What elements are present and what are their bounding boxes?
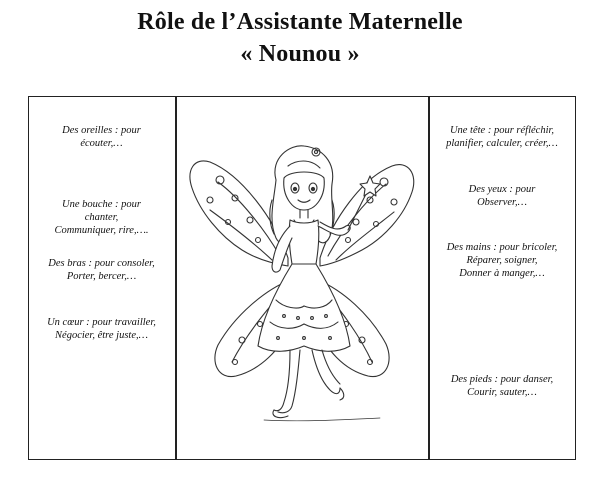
fairy-illustration-icon xyxy=(180,140,425,425)
note-arms-line2: Porter, bercer,… xyxy=(66,271,137,282)
note-mouth-line1: Une bouche : pour xyxy=(61,199,142,210)
note-heart-line2: Négocier, être juste,… xyxy=(55,330,148,341)
note-mouth-line3: Communiquer, rire,…. xyxy=(54,225,149,236)
note-hands-line3: Donner à manger,… xyxy=(459,268,545,279)
note-mouth-line2: chanter, xyxy=(84,212,119,223)
note-head-line2: planifier, calculer, créer,… xyxy=(446,138,558,149)
note-heart-line1: Un cœur : pour travailler, xyxy=(47,317,156,328)
note-eyes-line2: Observer,… xyxy=(477,197,527,208)
note-eyes xyxy=(430,183,574,209)
page-subtitle: « Nounou » xyxy=(240,41,360,67)
note-feet-line1: Des pieds : pour danser, xyxy=(450,374,554,385)
note-ears-line1: Des oreilles : pour xyxy=(62,125,141,136)
note-eyes-line1: Des yeux : pour xyxy=(468,184,536,195)
note-ears-line2: écouter,… xyxy=(80,138,123,149)
note-feet xyxy=(430,373,574,399)
note-feet-line2: Courir, sauter,… xyxy=(467,387,537,398)
note-ears xyxy=(30,124,173,150)
note-mouth xyxy=(30,198,173,237)
note-hands-line2: Réparer, soigner, xyxy=(466,255,538,266)
note-head-line1: Une tête : pour réfléchir, xyxy=(449,125,555,136)
note-heart xyxy=(30,316,173,342)
note-arms xyxy=(30,257,173,283)
note-hands-line1: Des mains : pour bricoler, xyxy=(446,242,558,253)
left-column-divider xyxy=(175,96,177,460)
note-head xyxy=(430,124,574,150)
page-title: Rôle de l’Assistante Maternelle xyxy=(137,9,463,35)
note-hands xyxy=(430,241,574,280)
note-arms-line1: Des bras : pour consoler, xyxy=(48,258,155,269)
